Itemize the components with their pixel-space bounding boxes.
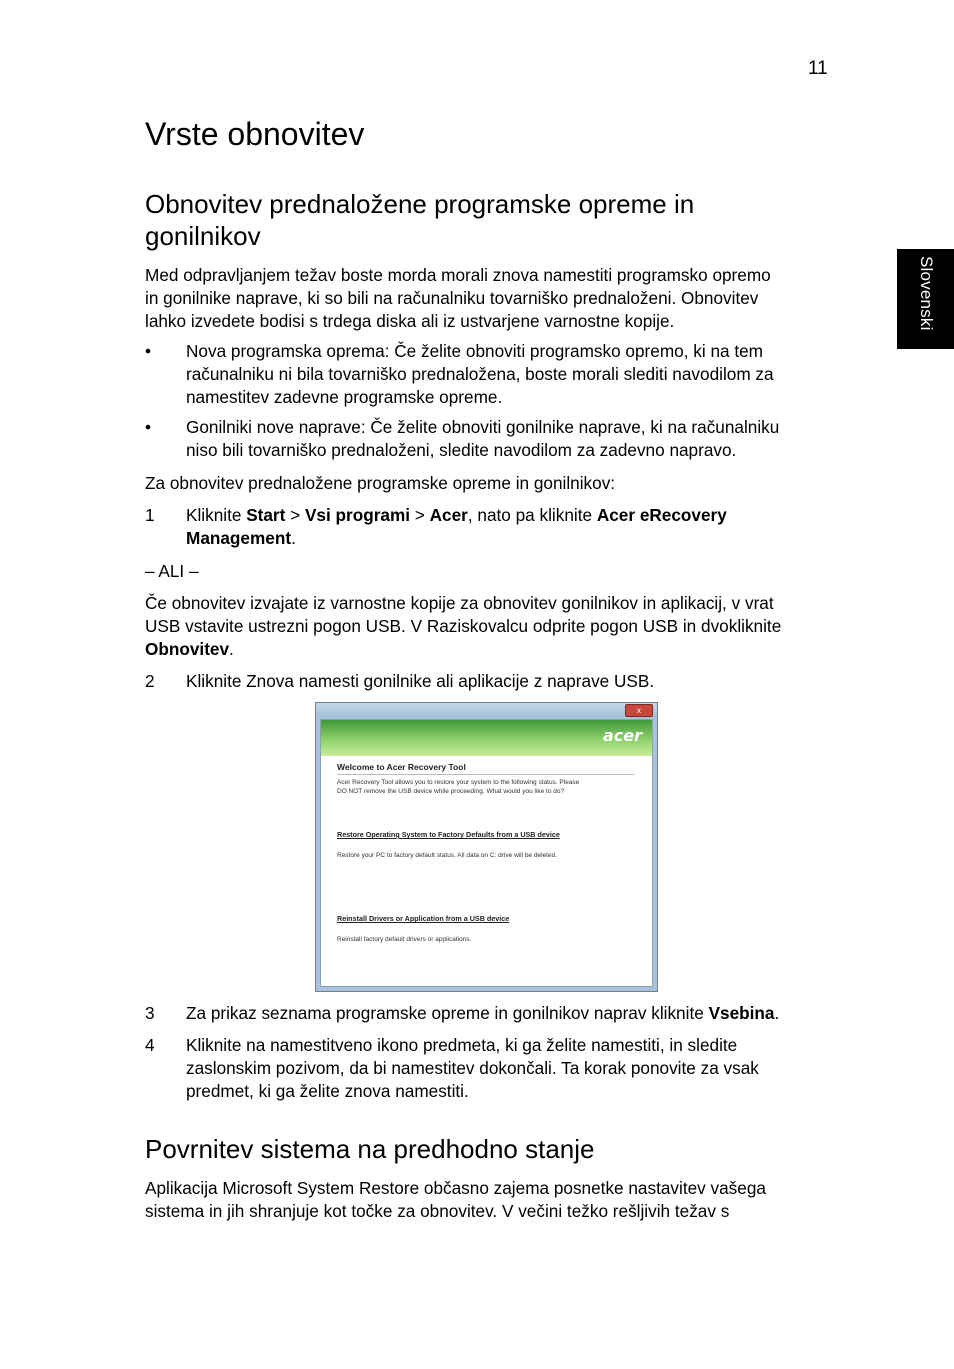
text-line: Gonilniki nove naprave: Če želite obnoviti gonilnike naprave, ki na računalniku	[186, 417, 780, 437]
window-titlebar	[316, 703, 657, 717]
step-number: 2	[145, 671, 155, 691]
section-heading-preloaded-software	[145, 188, 694, 252]
acer-logo: acer	[602, 726, 642, 745]
text-line: in gonilnike naprave, ki so bili na računalniku tovarniško prednaloženi. Obnovitev	[145, 288, 759, 308]
text-line: Obnovitev.	[145, 639, 234, 659]
step-text	[186, 504, 831, 550]
text-line: niso bili tovarniško prednaloženi, sledite navodilom za zadevno napravo.	[186, 440, 737, 460]
section-heading-system-restore: Povrnitev sistema na predhodno stanje	[145, 1134, 595, 1164]
text-line: lahko izvedete bodisi s trdega diska ali iz ustvarjene varnostne kopije.	[145, 311, 675, 331]
step-3	[145, 1002, 835, 1025]
divider	[337, 774, 634, 775]
restore-os-link[interactable]: Restore Operating System to Factory Defaults from a USB device	[337, 830, 560, 839]
text-line: zaslonskim pozivom, da bi namestitev dokončali. Ta korak ponovite za vsak	[186, 1058, 759, 1078]
page-title: Vrste obnovitev	[145, 116, 365, 152]
text-line: Če obnovitev izvajate iz varnostne kopije za obnovitev gonilnikov in aplikacij, v vrat	[145, 593, 774, 613]
text-line: Kliknite na namestitveno ikono predmeta, ki ga želite namestiti, in sledite	[186, 1035, 738, 1055]
text-line: DO NOT remove the USB device while proceeding. What would you like to do?	[337, 788, 565, 795]
step-number: 1	[145, 505, 155, 525]
steps-lead: Za obnovitev prednaložene programske opreme in gonilnikov:	[145, 473, 616, 493]
language-side-tab-label: Slovenski	[917, 256, 936, 331]
reinstall-drivers-link[interactable]: Reinstall Drivers or Application from a USB device	[337, 914, 510, 923]
bullet-marker: •	[145, 341, 152, 361]
step-number: 4	[145, 1035, 155, 1055]
welcome-heading: Welcome to Acer Recovery Tool	[337, 762, 466, 772]
bullet-text	[186, 340, 831, 409]
system-restore-paragraph	[145, 1177, 835, 1223]
step-1	[145, 504, 835, 550]
alternative-paragraph	[145, 592, 835, 661]
step-text: Kliknite Znova namesti gonilnike ali aplikacije z naprave USB.	[186, 671, 655, 691]
text-line: Med odpravljanjem težav boste morda morali znova namestiti programsko opremo	[145, 265, 771, 285]
text-line: namestitev zadevne programske opreme.	[186, 387, 503, 407]
bullet-text	[186, 416, 831, 462]
step-text: Za prikaz seznama programske opreme in gonilnikov naprav kliknite Vsebina.	[186, 1003, 780, 1023]
recovery-tool-screenshot	[315, 702, 658, 992]
step-4	[145, 1034, 835, 1104]
text-line: Acer Recovery Tool allows you to restore your system to the following status. Please	[337, 779, 580, 786]
text-line: Nova programska oprema: Če želite obnoviti programsko opremo, ki na tem	[186, 341, 763, 361]
text-line: sistema in jih shranjuje kot točke za obnovitev. V večini težko rešljivih težav s	[145, 1201, 730, 1221]
or-separator: – ALI –	[145, 561, 199, 581]
bullet-item	[145, 416, 835, 462]
section-heading-line: gonilnikov	[145, 221, 261, 251]
step-number: 3	[145, 1003, 155, 1023]
bullet-marker: •	[145, 417, 152, 437]
language-side-tab	[897, 249, 954, 349]
page-number: 11	[808, 58, 828, 79]
text-line: USB vstavite ustrezni pogon USB. V Raziskovalcu odprite pogon USB in dvokliknite	[145, 616, 782, 636]
tool-description	[337, 778, 637, 796]
text-line: predmet, ki ga želite znova namestiti.	[186, 1081, 469, 1101]
restore-os-description: Restore your PC to factory default status. All data on C: drive will be deleted.	[337, 852, 558, 859]
text-line: računalniku ni bila tovarniško prednaložena, boste morali slediti navodilom za	[186, 364, 774, 384]
text-line: Aplikacija Microsoft System Restore občasno zajema posnetke nastavitev vašega	[145, 1178, 766, 1198]
section-heading-line: Obnovitev prednaložene programske opreme in	[145, 189, 695, 219]
acer-banner	[321, 720, 652, 756]
intro-paragraph	[145, 264, 835, 333]
text-line: Management.	[186, 528, 296, 548]
bullet-item	[145, 340, 835, 410]
reinstall-drivers-description: Reinstall factory default drivers or applications.	[337, 936, 472, 943]
step-2	[145, 670, 835, 693]
close-icon[interactable]: x	[625, 704, 653, 717]
text-line: Kliknite Start > Vsi programi > Acer, nato pa kliknite Acer eRecovery	[186, 505, 727, 525]
step-text	[186, 1034, 831, 1103]
window-client-area	[320, 719, 653, 987]
